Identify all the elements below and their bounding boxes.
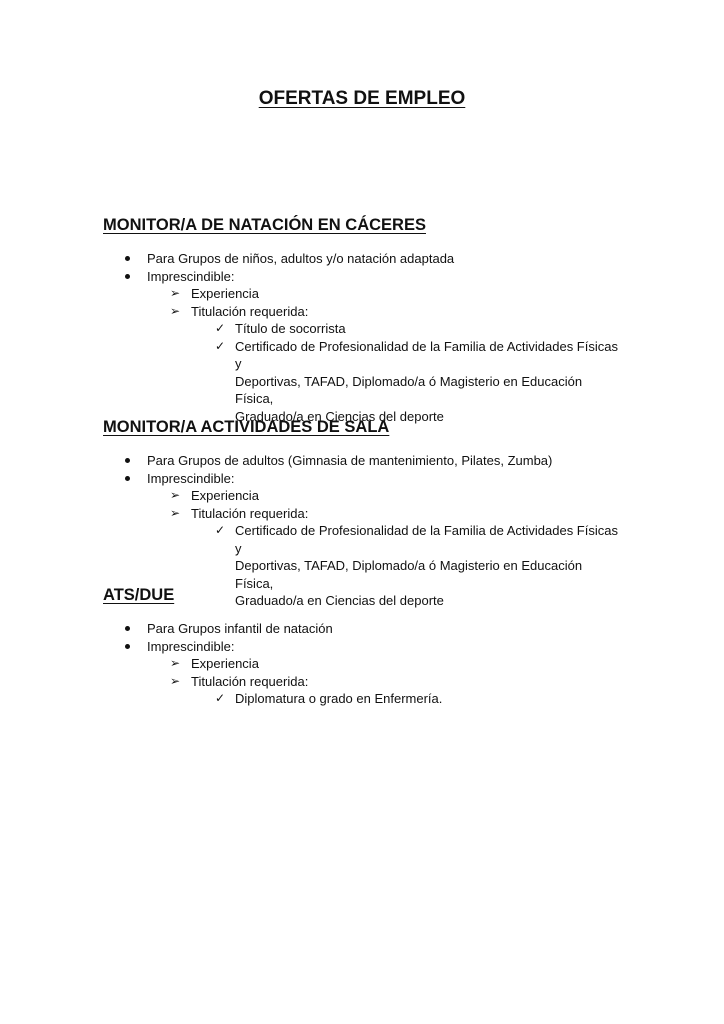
section-heading: MONITOR/A DE NATACIÓN EN CÁCERES: [103, 216, 426, 234]
bullet-icon: [125, 274, 130, 279]
arrow-icon: ➢: [170, 673, 181, 688]
list-item: ✓ Diplomatura o grado en Enfermería.: [215, 691, 443, 706]
list-item-continuation: Deportivas, TAFAD, Diplomado/a ó Magisterio en Educación Física,: [235, 558, 583, 591]
requirements-list: [103, 250, 623, 425]
page-title: OFERTAS DE EMPLEO: [258, 88, 466, 109]
check-icon: ✓: [215, 338, 226, 353]
list-item: Para Grupos de adultos (Gimnasia de mantenimiento, Pilates, Zumba): [103, 452, 623, 470]
list-item: ➢ Titulación requerida:: [170, 673, 309, 689]
bullet-icon: [125, 626, 130, 631]
bullet-icon: [125, 256, 130, 261]
section-heading: MONITOR/A ACTIVIDADES DE SALA: [103, 418, 390, 436]
arrow-icon: ➢: [170, 656, 181, 670]
bullet-icon: [125, 644, 130, 649]
list-item-continuation: Graduado/a en Ciencias del deporte: [235, 408, 444, 424]
arrow-icon: ➢: [170, 505, 181, 520]
list-item: ➢ Experiencia: [170, 286, 259, 301]
check-icon: ✓: [215, 321, 226, 335]
list-item: ➢ Titulación requerida:: [170, 303, 309, 319]
section-ats-due: [103, 584, 623, 708]
list-item-continuation: Graduado/a en Ciencias del deporte: [235, 593, 444, 608]
list-item: ✓ Certificado de Profesionalidad de la Familia de Actividades Físicas y: [215, 523, 618, 556]
list-item: Para Grupos infantil de natación: [103, 620, 623, 638]
list-item: ➢ Experiencia: [170, 656, 259, 671]
section-monitor-natacion: [103, 214, 623, 425]
section-heading: ATS/DUE: [103, 586, 175, 604]
check-icon: ✓: [215, 523, 226, 537]
list-item: ✓ Título de socorrista: [215, 321, 346, 336]
check-icon: ✓: [215, 691, 226, 705]
list-item: Imprescindible:: [103, 638, 623, 656]
arrow-icon: ➢: [170, 303, 181, 318]
requirements-list: [103, 620, 623, 708]
list-item: ➢ Titulación requerida:: [170, 505, 309, 521]
list-item: Imprescindible:: [103, 470, 623, 488]
section-monitor-sala: [103, 416, 623, 610]
bullet-icon: [125, 458, 130, 463]
list-item: ➢ Experiencia: [170, 488, 259, 503]
arrow-icon: ➢: [170, 286, 181, 300]
list-item: Para Grupos de niños, adultos y/o natación adaptada: [103, 250, 623, 268]
list-item: ✓ Certificado de Profesionalidad de la Familia de Actividades Físicas y: [215, 338, 618, 371]
list-item: Imprescindible:: [103, 268, 623, 286]
bullet-icon: [125, 476, 130, 481]
list-item-continuation: Deportivas, TAFAD, Diplomado/a ó Magisterio en Educación Física,: [235, 373, 583, 406]
arrow-icon: ➢: [170, 488, 181, 502]
